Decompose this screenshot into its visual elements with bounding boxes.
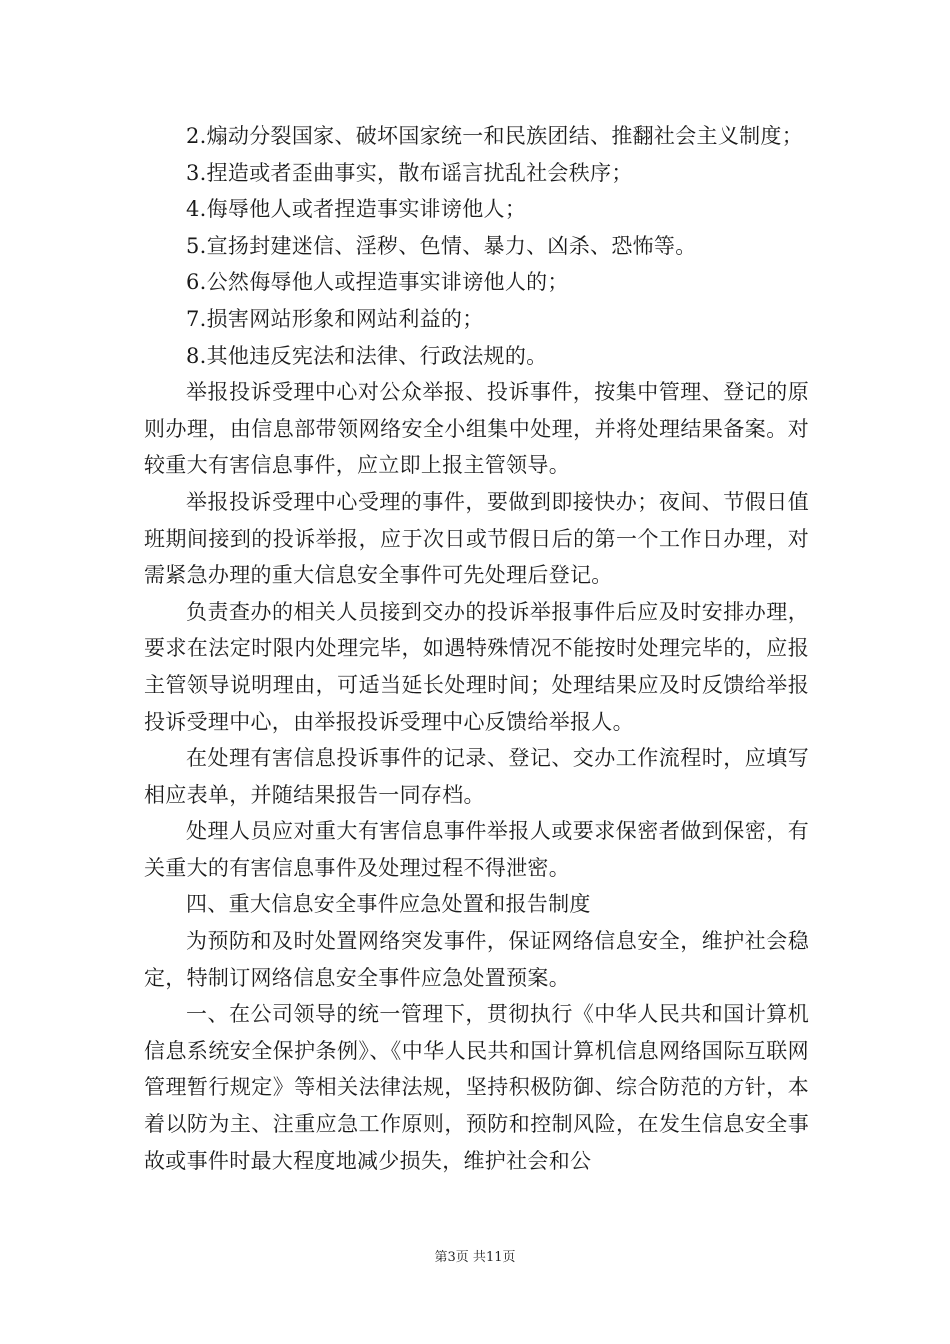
paragraph: 4.侮辱他人或者捏造事实诽谤他人； bbox=[186, 197, 527, 222]
footer-middle: 页 共 bbox=[455, 1250, 486, 1265]
total-pages-number: 11 bbox=[485, 1250, 503, 1265]
paragraph: 7.损害网站形象和网站利益的； bbox=[186, 306, 484, 331]
paragraph: 3.捏造或者歪曲事实，散布谣言扰乱社会秩序； bbox=[186, 160, 633, 185]
paragraph: 处理人员应对重大有害信息事件举报人或要求保密者做到保密，有关重大的有害信息事件及处理过程不得泄密。 bbox=[144, 819, 809, 880]
paragraph: 负责查办的相关人员接到交办的投诉举报事件后应及时安排办理，要求在法定时限内处理完毕，如遇特殊情况不能按时处理完毕的，应报主管领导说明理由，可适当延长处理时间；处理结果应及时反馈给举报投诉受理中心，由举报投诉受理中心反馈给举报人。 bbox=[144, 599, 809, 734]
paragraph: 一、在公司领导的统一管理下，贯彻执行《中华人民共和国计算机信息系统安全保护条例》、《中华人民共和国计算机信息网络国际互联网管理暂行规定》等相关法律法规，坚持积极防御、综合防范的方针，本着以防为主、注重应急工作原则，预防和控制风险，在发生信息安全事故或事件时最大程度地减少损失，维护社会和公 bbox=[144, 1002, 809, 1173]
footer-suffix: 页 bbox=[502, 1250, 516, 1265]
paragraph: 为预防和及时处置网络突发事件，保证网络信息安全，维护社会稳定，特制订网络信息安全事件应急处置预案。 bbox=[144, 929, 809, 990]
paragraph: 在处理有害信息投诉事件的记录、登记、交办工作流程时，应填写相应表单，并随结果报告一同存档。 bbox=[144, 746, 809, 807]
paragraph: 8.其他违反宪法和法律、行政法规的。 bbox=[186, 343, 548, 368]
paragraph: 6.公然侮辱他人或捏造事实诽谤他人的； bbox=[186, 270, 569, 295]
paragraph: 举报投诉受理中心对公众举报、投诉事件，按集中管理、登记的原则办理，由信息部带领网络安全小组集中处理，并将处理结果备案。对较重大有害信息事件，应立即上报主管领导。 bbox=[144, 380, 809, 478]
document-body bbox=[144, 118, 809, 1179]
section-heading: 四、重大信息安全事件应急处置和报告制度 bbox=[186, 892, 591, 917]
current-page-number: 3 bbox=[447, 1250, 456, 1265]
page-footer bbox=[0, 1246, 950, 1265]
paragraph: 5.宣扬封建迷信、淫秽、色情、暴力、凶杀、恐怖等。 bbox=[186, 233, 697, 258]
paragraph: 举报投诉受理中心受理的事件，要做到即接快办；夜间、节假日值班期间接到的投诉举报，应于次日或节假日后的第一个工作日办理，对需紧急办理的重大信息安全事件可先处理后登记。 bbox=[144, 489, 809, 588]
footer-prefix: 第 bbox=[434, 1250, 448, 1265]
paragraph: 2.煽动分裂国家、破坏国家统一和民族团结、推翻社会主义制度； bbox=[186, 124, 804, 148]
